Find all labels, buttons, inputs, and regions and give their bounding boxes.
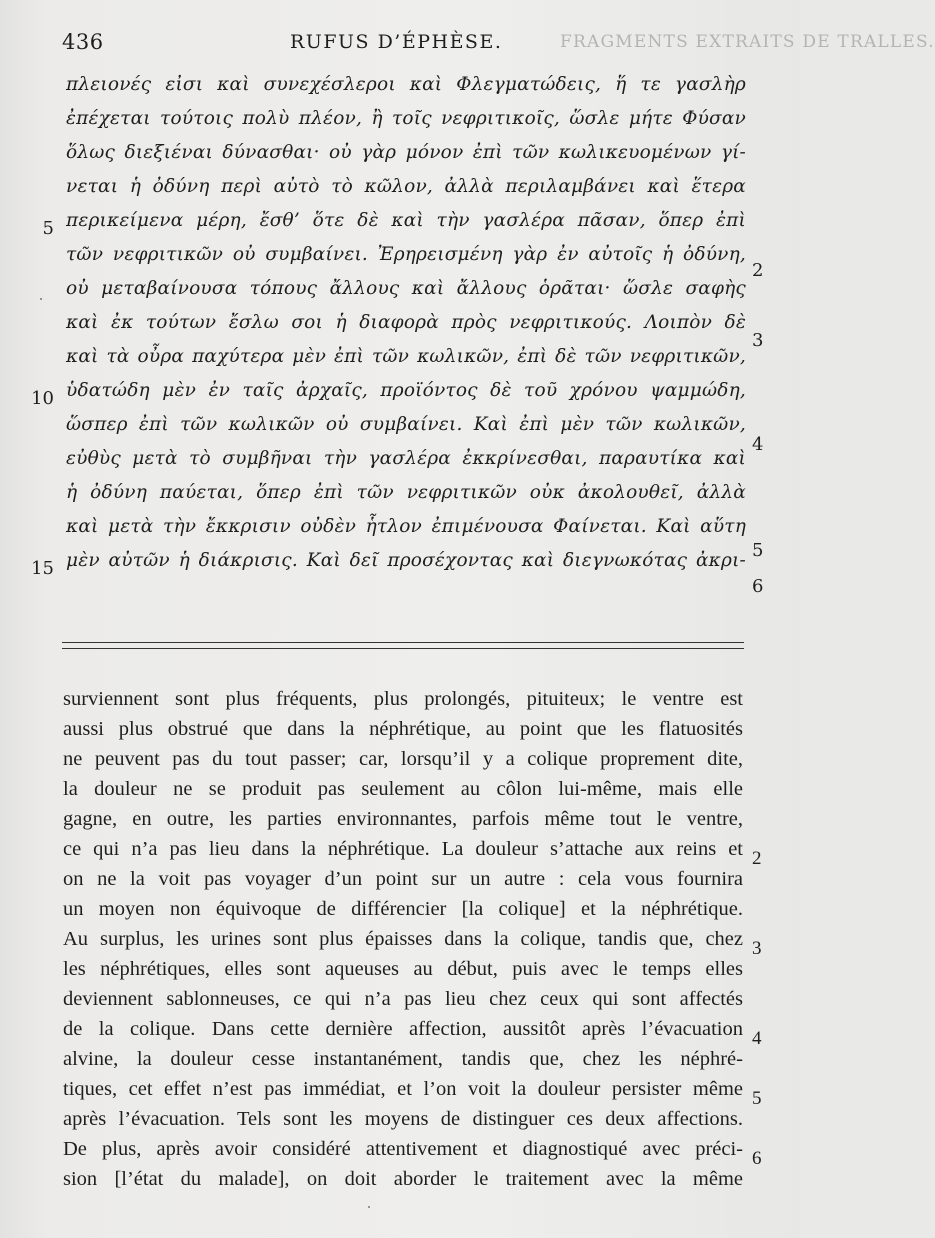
french-line: deviennent sablonneuses, ce qui n’a pas lieu chez ceux qui sont affectés xyxy=(63,988,743,1010)
french-line: un moyen non équivoque de différencier [la colique] et la néphrétique. xyxy=(63,898,743,920)
section-number: 2 xyxy=(752,260,764,281)
french-line: alvine, la douleur cesse instantanément, tandis que, chez les néphré- xyxy=(63,1048,743,1070)
ink-speck xyxy=(368,1206,370,1208)
greek-line: εὐθὺς μετὰ τὸ συμβῆναι τὴν γασλέρα ἐκκρίνεσθαι, παραυτίκα καὶ xyxy=(66,448,746,469)
french-line: tiques, cet effet n’est pas immédiat, et l’on voit la douleur persister même xyxy=(63,1078,743,1100)
french-line: on ne la voit pas voyager d’un point sur un autre : cela vous fournira xyxy=(63,868,743,890)
show-through-text: FRAGMENTS EXTRAITS DE TRALLES. xyxy=(560,32,935,52)
french-line: surviennent sont plus fréquents, plus prolongés, pituiteux; le ventre est xyxy=(63,688,743,710)
french-line: Au surplus, les urines sont plus épaisses dans la colique, tandis que, chez xyxy=(63,928,743,950)
section-number: 2 xyxy=(752,848,762,869)
section-number: 5 xyxy=(752,1088,762,1109)
section-number: 3 xyxy=(752,330,764,351)
section-number: 4 xyxy=(752,434,764,455)
greek-line: καὶ μετὰ τὴν ἔκκρισιν οὐδὲν ἧτλον ἐπιμένουσα Φαίνεται. Καὶ αὕτη xyxy=(66,516,746,537)
greek-line: ὅλως διεξιέναι δύνασθαι· οὐ γὰρ μόνον ἐπὶ τῶν κωλικευομένων γί- xyxy=(66,142,746,163)
french-line: ne peuvent pas du tout passer; car, lorsqu’il y a colique proprement dite, xyxy=(63,748,743,770)
greek-line: ἡ ὀδύνη παύεται, ὅπερ ἐπὶ τῶν νεφριτικῶν οὐκ ἀκολουθεῖ, ἀλλὰ xyxy=(66,482,746,503)
line-number: 5 xyxy=(42,218,54,239)
section-number: 6 xyxy=(752,576,764,597)
section-number: 4 xyxy=(752,1028,762,1049)
french-line: après l’évacuation. Tels sont les moyens de distinguer ces deux affections. xyxy=(63,1108,743,1130)
french-line: gagne, en outre, les parties environnantes, parfois même tout le ventre, xyxy=(63,808,743,830)
page-number: 436 xyxy=(62,30,104,54)
greek-line: νεται ἡ ὀδύνη περὶ αὐτὸ τὸ κῶλον, ἀλλὰ περιλαμβάνει καὶ ἕτερα xyxy=(66,176,746,197)
section-number: 5 xyxy=(752,540,764,561)
french-line: De plus, après avoir considéré attentivement et diagnostiqué avec préci- xyxy=(63,1138,743,1160)
running-head: RUFUS D’ÉPHÈSE. xyxy=(290,31,503,53)
greek-line: ἐπέχεται τούτοις πολὺ πλέον, ἢ τοῖς νεφριτικοῖς, ὥσλε μήτε Φύσαν xyxy=(66,108,746,129)
greek-line: μὲν αὐτῶν ἡ διάκρισις. Καὶ δεῖ προσέχοντας καὶ διεγνωκότας ἀκρι- xyxy=(66,550,746,571)
greek-line: καὶ ἐκ τούτων ἔσλω σοι ἡ διαφορὰ πρὸς νεφριτικούς. Λοιπὸν δὲ xyxy=(66,312,746,333)
greek-line: πλειονές εἰσι καὶ συνεχέσλεροι καὶ Φλεγματώδεις, ἥ τε γασλὴρ xyxy=(66,74,746,95)
line-number: 10 xyxy=(31,388,54,409)
greek-line: ὥσπερ ἐπὶ τῶν κωλικῶν οὐ συμβαίνει. Καὶ ἐπὶ μὲν τῶν κωλικῶν, xyxy=(66,414,746,435)
line-number: 15 xyxy=(31,558,54,579)
page-header xyxy=(0,30,935,60)
separator-rule-top xyxy=(62,642,744,643)
separator-rule-bottom xyxy=(62,648,744,649)
greek-line: τῶν νεφριτικῶν οὐ συμβαίνει. Ἐρηρεισμένη γὰρ ἐν αὐτοῖς ἡ ὀδύνη, xyxy=(66,244,746,265)
section-number: 3 xyxy=(752,938,762,959)
french-line: ce qui n’a pas lieu dans la néphrétique. La douleur s’attache aux reins et xyxy=(63,838,743,860)
greek-line: περικείμενα μέρη, ἔσθ’ ὅτε δὲ καὶ τὴν γασλέρα πᾶσαν, ὅπερ ἐπὶ xyxy=(66,210,746,231)
french-line: de la colique. Dans cette dernière affection, aussitôt après l’évacuation xyxy=(63,1018,743,1040)
french-line: aussi plus obstrué que dans la néphrétique, au point que les flatuosités xyxy=(63,718,743,740)
french-line: la douleur ne se produit pas seulement au côlon lui-même, mais elle xyxy=(63,778,743,800)
ink-speck xyxy=(40,298,42,300)
greek-line: οὐ μεταβαίνουσα τόπους ἄλλους καὶ ἄλλους ὁρᾶται· ὥσλε σαφὴς xyxy=(66,278,746,299)
section-number: 6 xyxy=(752,1148,762,1169)
greek-line: ὑδατώδη μὲν ἐν ταῖς ἀρχαῖς, προϊόντος δὲ τοῦ χρόνου ψαμμώδη, xyxy=(66,380,746,401)
french-line: sion [l’état du malade], on doit aborder le traitement avec la même xyxy=(63,1168,743,1190)
french-line: les néphrétiques, elles sont aqueuses au début, puis avec le temps elles xyxy=(63,958,743,980)
greek-line: καὶ τὰ οὖρα παχύτερα μὲν ἐπὶ τῶν κωλικῶν, ἐπὶ δὲ τῶν νεφριτικῶν, xyxy=(66,346,746,367)
